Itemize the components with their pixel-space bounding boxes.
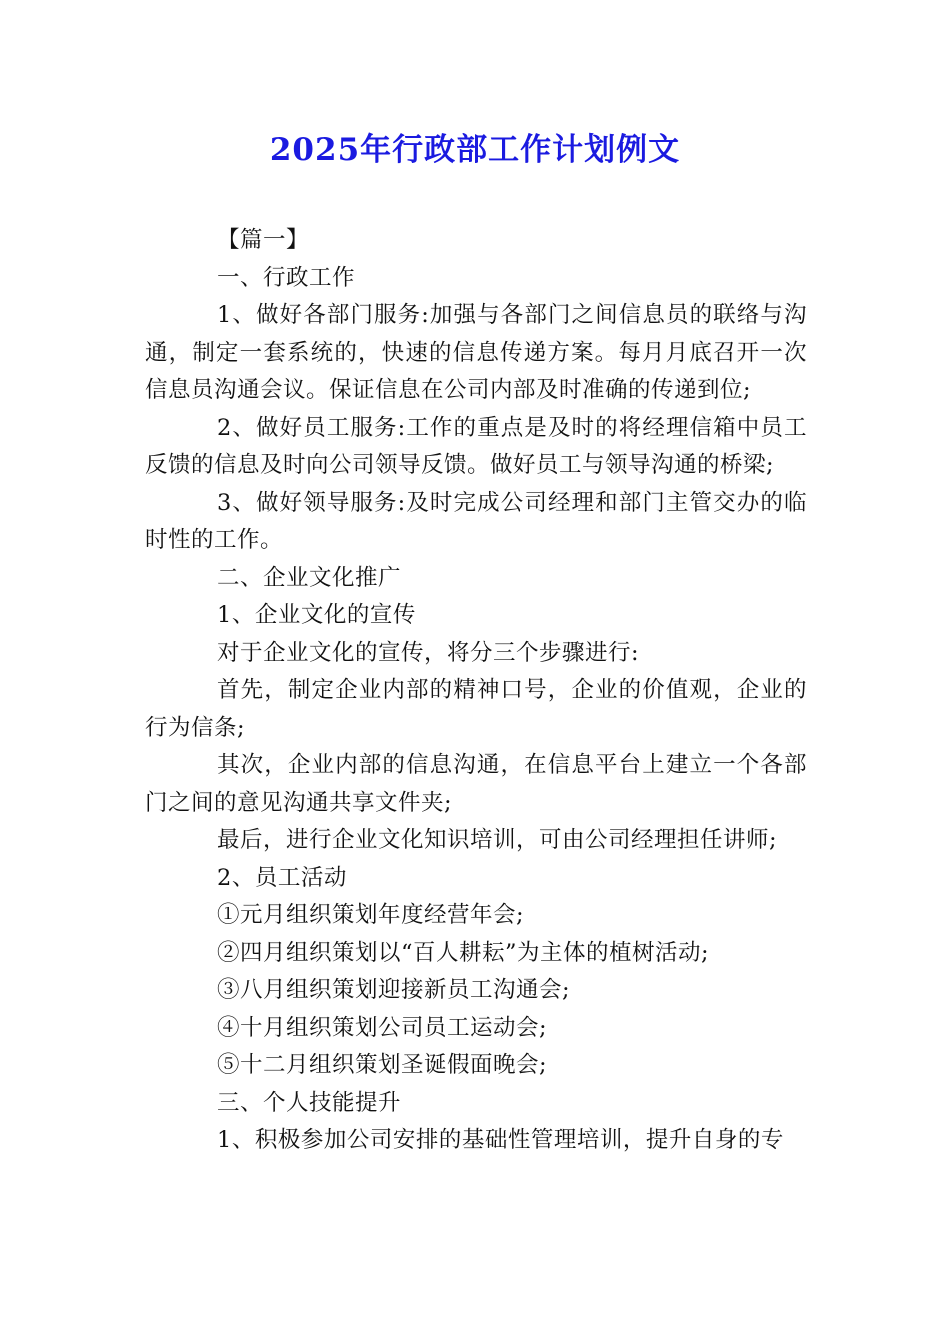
section-marker: 【篇一】: [217, 227, 310, 253]
document-title: 2025年行政部工作计划例文: [269, 132, 681, 168]
list-item: ⑤十二月组织策划圣诞假面晚会;: [217, 1052, 548, 1078]
paragraph: 3、做好领导服务:及时完成公司经理和部门主管交办的临时性的工作。: [145, 489, 807, 553]
document-body: [145, 222, 807, 1160]
subsection-heading: 2、员工活动: [217, 864, 347, 891]
paragraph: 2、做好员工服务:工作的重点是及时的将经理信箱中员工反馈的信息及时向公司领导反馈。做好员工与领导沟通的桥梁;: [145, 414, 807, 478]
list-item: ③八月组织策划迎接新员工沟通会;: [217, 977, 571, 1003]
paragraph: 1、积极参加公司安排的基础性管理培训，提升自身的专: [217, 1127, 784, 1153]
section-heading: 三、个人技能提升: [217, 1089, 402, 1116]
paragraph: 首先，制定企业内部的精神口号，企业的价值观，企业的行为信条;: [145, 677, 807, 741]
list-item: ④十月组织策划公司员工运动会;: [217, 1014, 548, 1041]
list-item: ①元月组织策划年度经营年会;: [217, 902, 525, 928]
list-item: ②四月组织策划以“百人耕耘”为主体的植树活动;: [217, 939, 710, 966]
paragraph: 其次，企业内部的信息沟通，在信息平台上建立一个各部门之间的意见沟通共享文件夹;: [145, 752, 807, 816]
paragraph: 对于企业文化的宣传，将分三个步骤进行:: [217, 639, 640, 666]
paragraph: 最后，进行企业文化知识培训，可由公司经理担任讲师;: [217, 827, 778, 853]
paragraph: 1、做好各部门服务:加强与各部门之间信息员的联络与沟通，制定一套系统的，快速的信息传递方案。每月月底召开一次信息员沟通会议。保证信息在公司内部及时准确的传递到位;: [145, 302, 807, 403]
subsection-heading: 1、企业文化的宣传: [217, 602, 416, 628]
section-heading: 二、企业文化推广: [217, 564, 402, 591]
section-heading: 一、行政工作: [217, 264, 356, 291]
